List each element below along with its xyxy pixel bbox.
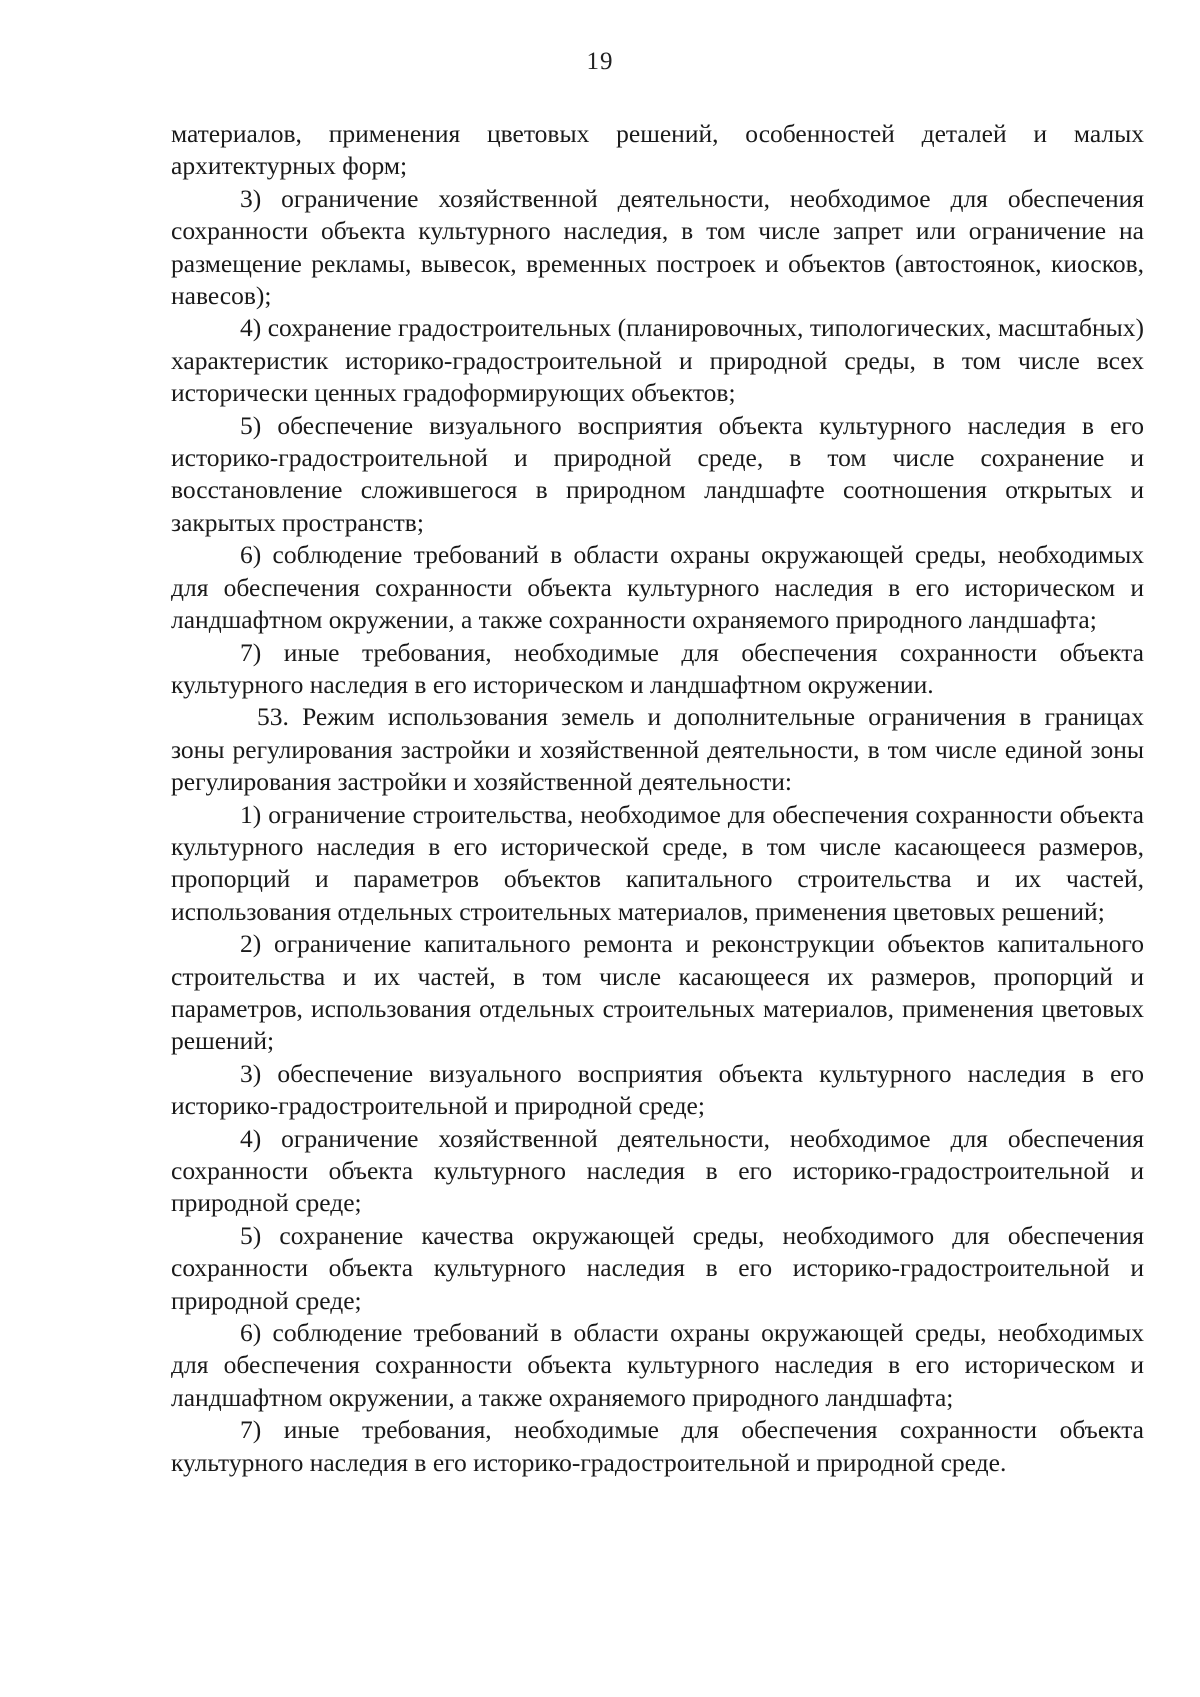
document-body <box>171 118 1144 1479</box>
paragraph-item-7: 7) иные требования, необходимые для обеспечения сохранности объекта культурного наследия в его историческом и ландшафтном окружении. <box>171 637 1144 699</box>
page-number: 19 <box>586 48 614 75</box>
section-53-item-3: 3) обеспечение визуального восприятия объекта культурного наследия в его историко-градостроительной и природной среде; <box>171 1058 1144 1121</box>
section-53-heading: 53. Режим использования земель и дополнительные ограничения в границах зоны регулирования застройки и хозяйственной деятельности, в том числе единой зоны регулирования застройки и хозяйственной деятельности: <box>171 702 1144 797</box>
section-53-item-7: 7) иные требования, необходимые для обеспечения сохранности объекта культурного наследия в его историко-градостроительной и природной среде. <box>171 1415 1144 1477</box>
paragraph-item-4: 4) сохранение градостроительных (планировочных, типологических, масштабных) характеристик историко-градостроительной и природной среды, в том числе всех исторически ценных градоформирующих объектов; <box>171 313 1144 408</box>
paragraph-item-3: 3) ограничение хозяйственной деятельности, необходимое для обеспечения сохранности объекта культурного наследия, в том числе запрет или ограничение на размещение рекламы, вывесок, временных построек и объектов (автостоянок, киосков, навесов); <box>171 183 1144 311</box>
section-53-item-1: 1) ограничение строительства, необходимое для обеспечения сохранности объекта культурного наследия в его исторической среде, в том числе касающееся размеров, пропорций и параметров объектов капитального строительства и их частей, использования отдельных строительных материалов, применения цветовых решений; <box>171 799 1144 926</box>
section-53-item-6: 6) соблюдение требований в области охраны окружающей среды, необходимых для обеспечения сохранности объекта культурного наследия в его историческом и ландшафтном окружении, а также охраняемого природного ландшафта; <box>171 1318 1144 1412</box>
section-53-item-2: 2) ограничение капитального ремонта и реконструкции объектов капитального строительства и их частей, в том числе касающееся их размеров, пропорций и параметров, использования отдельных строительных материалов, применения цветовых решений; <box>171 929 1144 1056</box>
section-53-item-5: 5) сохранение качества окружающей среды, необходимого для обеспечения сохранности объекта культурного наследия в его историко-градостроительной и природной среде; <box>171 1220 1144 1315</box>
paragraph-continuation: материалов, применения цветовых решений, особенностей деталей и малых архитектурных форм; <box>171 119 1144 181</box>
section-53-item-4: 4) ограничение хозяйственной деятельности, необходимое для обеспечения сохранности объекта культурного наследия в его историко-градостроительной и природной среде; <box>171 1123 1144 1218</box>
paragraph-item-6: 6) соблюдение требований в области охраны окружающей среды, необходимых для обеспечения сохранности объекта культурного наследия в его историческом и ландшафтном окружении, а также сохранности охраняемого природного ландшафта; <box>171 540 1144 635</box>
paragraph-item-5: 5) обеспечение визуального восприятия объекта культурного наследия в его историко-градостроительной и природной среде, в том числе сохранение и восстановление сложившегося в природном ландшафте соотношения открытых и закрытых пространств; <box>171 410 1144 537</box>
